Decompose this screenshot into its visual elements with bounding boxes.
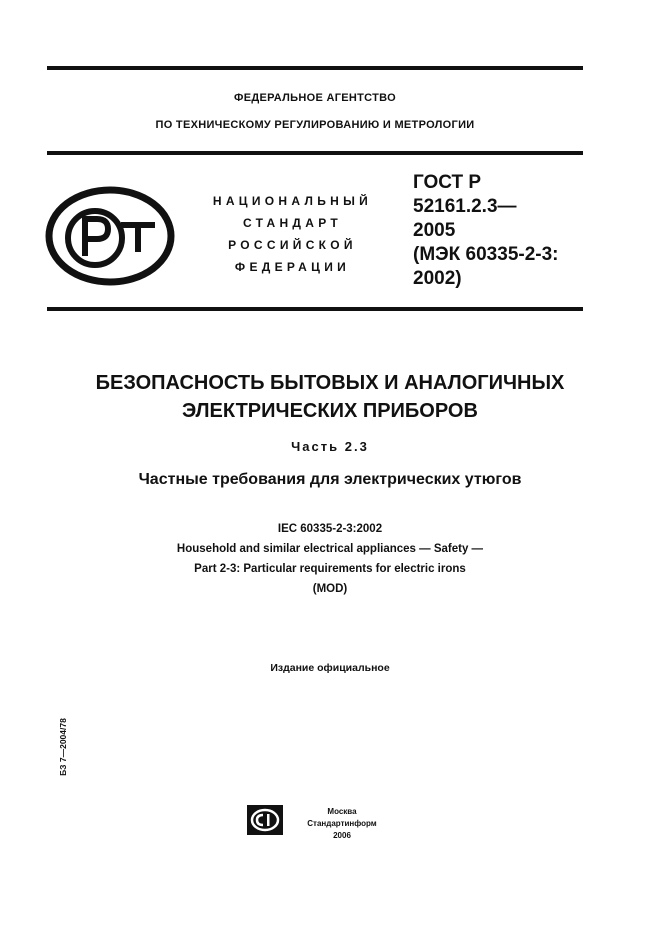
national-standard-line-2: СТАНДАРТ (242, 216, 343, 230)
agency-line-2: ПО ТЕХНИЧЕСКОМУ РЕГУЛИРОВАНИЮ И МЕТРОЛОГИИ (155, 119, 475, 131)
side-code-text: БЗ 7—2004/78 (58, 718, 68, 776)
publisher-city: Москва (327, 807, 357, 816)
top-rule (47, 66, 583, 70)
national-standard-block (200, 190, 385, 278)
title-line-2: ЭЛЕКТРИЧЕСКИХ ПРИБОРОВ (182, 400, 478, 422)
designation-line-5: 2002) (413, 268, 462, 289)
header-rule (47, 151, 583, 155)
designation-line-4: (МЭК 60335-2-3: (413, 244, 559, 265)
publisher-logo-icon (246, 804, 284, 841)
national-standard-line-4: ФЕДЕРАЦИИ (234, 260, 351, 274)
publisher-block (292, 806, 392, 842)
designation-line-1: ГОСТ Р (413, 172, 482, 193)
part-number: Часть 2.3 (291, 439, 369, 454)
middle-rule (47, 307, 583, 311)
iec-line-4: (MOD) (312, 583, 348, 595)
designation-line-2: 52161.2.3— (413, 196, 517, 217)
publisher-year: 2006 (333, 831, 351, 840)
title-line-1: БЕЗОПАСНОСТЬ БЫТОВЫХ И АНАЛОГИЧНЫХ (95, 372, 565, 394)
gost-r-logo-icon (45, 186, 175, 291)
iec-line-3: Part 2-3: Particular requirements for electric irons (194, 563, 466, 575)
iec-line-1: IEC 60335-2-3:2002 (277, 523, 383, 535)
publisher-name: Стандартинформ (307, 819, 377, 828)
national-standard-line-3: РОССИЙСКОЙ (228, 238, 357, 252)
designation-line-3: 2005 (413, 220, 456, 241)
edition-label: Издание официальное (270, 662, 390, 674)
agency-line-1: ФЕДЕРАЛЬНОЕ АГЕНТСТВО (234, 92, 396, 104)
iec-line-2: Household and similar electrical appliances — Safety — (176, 543, 484, 555)
standard-designation (413, 171, 588, 291)
national-standard-line-1: НАЦИОНАЛЬНЫЙ (212, 194, 373, 208)
document-subtitle: Частные требования для электрических утюгов (138, 471, 522, 488)
